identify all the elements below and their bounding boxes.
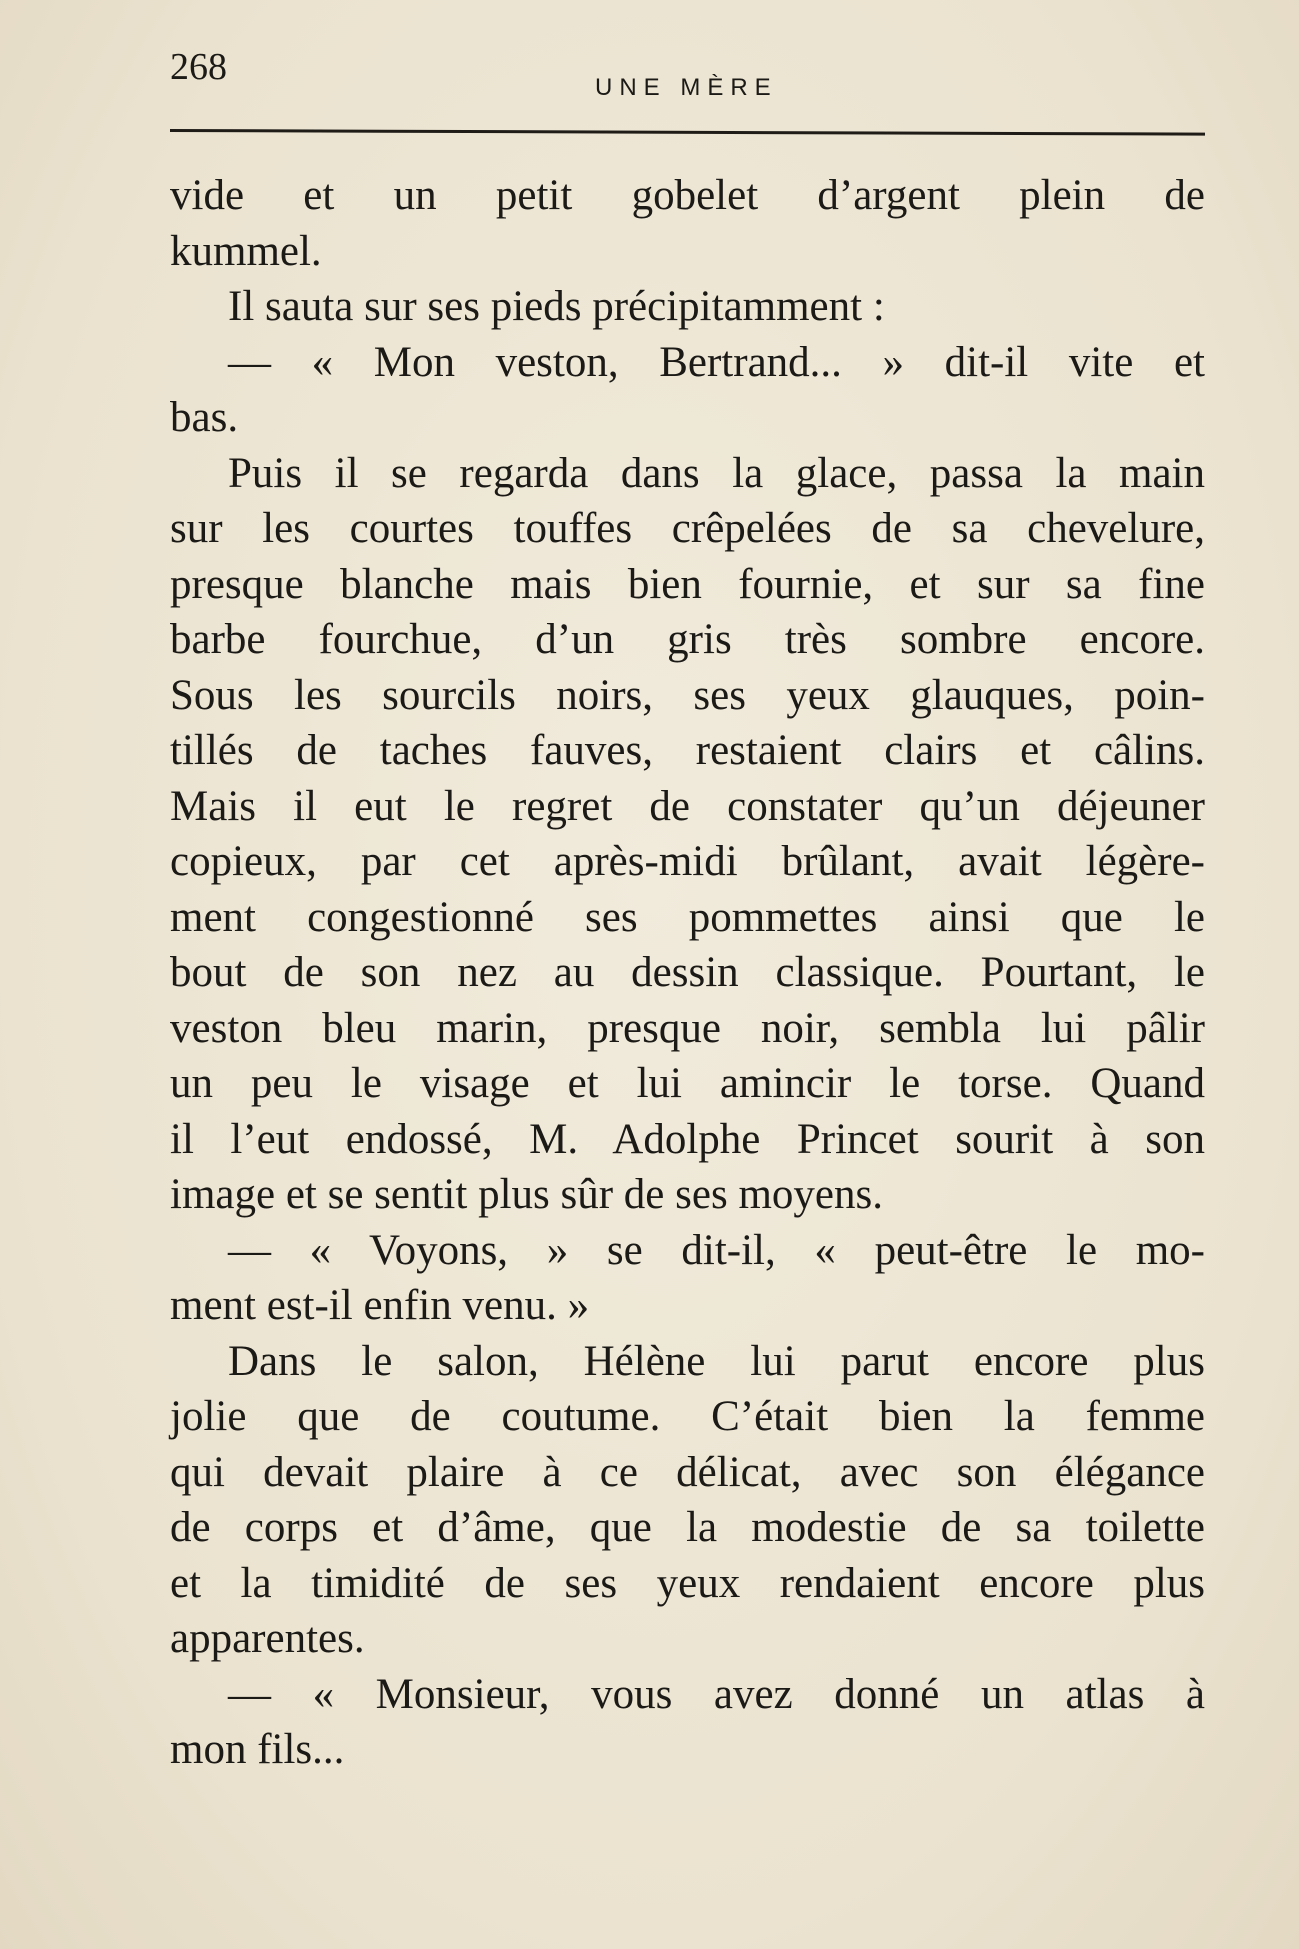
- text-line: Dans le salon, Hélène lui parut encore plus: [228, 1337, 1205, 1385]
- text-line: image et se sentit plus sûr de ses moyens.: [170, 1171, 883, 1218]
- text-line: — « Monsieur, vous avez donné un atlas à: [228, 1670, 1205, 1718]
- text-line: il l’eut endossé, M. Adolphe Princet sourit à son: [170, 1115, 1205, 1163]
- text-line: ment congestionné ses pommettes ainsi que le: [170, 893, 1205, 941]
- text-line: mon fils...: [170, 1726, 345, 1773]
- text-line: un peu le visage et lui amincir le torse. Quand: [170, 1060, 1205, 1107]
- text-line: copieux, par cet après-midi brûlant, avait légère-: [170, 838, 1205, 885]
- text-line: — « Voyons, » se dit-il, « peut-être le mo-: [228, 1226, 1205, 1274]
- text-line: Il sauta sur ses pieds précipitamment :: [228, 283, 885, 330]
- body-text: [170, 168, 1205, 1778]
- text-line: et la timidité de ses yeux rendaient encore plus: [170, 1559, 1205, 1607]
- text-line: bout de son nez au dessin classique. Pourtant, le: [170, 949, 1205, 996]
- text-line: de corps et d’âme, que la modestie de sa toilette: [170, 1504, 1205, 1551]
- header-rule: [170, 129, 1205, 136]
- text-line: Sous les sourcils noirs, ses yeux glauques, poin-: [170, 671, 1205, 719]
- text-line: Puis il se regarda dans la glace, passa la main: [228, 449, 1205, 497]
- text-line: kummel.: [170, 227, 322, 275]
- text-line: barbe fourchue, d’un gris très sombre encore.: [170, 616, 1205, 663]
- text-line: ment est-il enfin venu. »: [170, 1282, 590, 1329]
- text-line: qui devait plaire à ce délicat, avec son élégance: [170, 1448, 1205, 1496]
- running-title: UNE MÈRE: [595, 74, 778, 101]
- text-line: sur les courtes touffes crêpelées de sa chevelure,: [170, 505, 1205, 552]
- text-line: bas.: [170, 394, 239, 441]
- text-line: presque blanche mais bien fournie, et sur sa fine: [170, 560, 1205, 608]
- text-line: vide et un petit gobelet d’argent plein de: [170, 172, 1205, 219]
- text-line: — « Mon veston, Bertrand... » dit-il vite et: [228, 338, 1205, 386]
- text-line: tillés de taches fauves, restaient clairs et câlins.: [170, 727, 1205, 774]
- text-line: apparentes.: [170, 1615, 365, 1662]
- page-number: 268: [170, 46, 227, 88]
- page-header: [170, 48, 1205, 108]
- text-line: veston bleu marin, presque noir, sembla lui pâlir: [170, 1004, 1205, 1052]
- text-line: jolie que de coutume. C’était bien la femme: [170, 1393, 1205, 1440]
- text-line: Mais il eut le regret de constater qu’un déjeuner: [170, 782, 1205, 830]
